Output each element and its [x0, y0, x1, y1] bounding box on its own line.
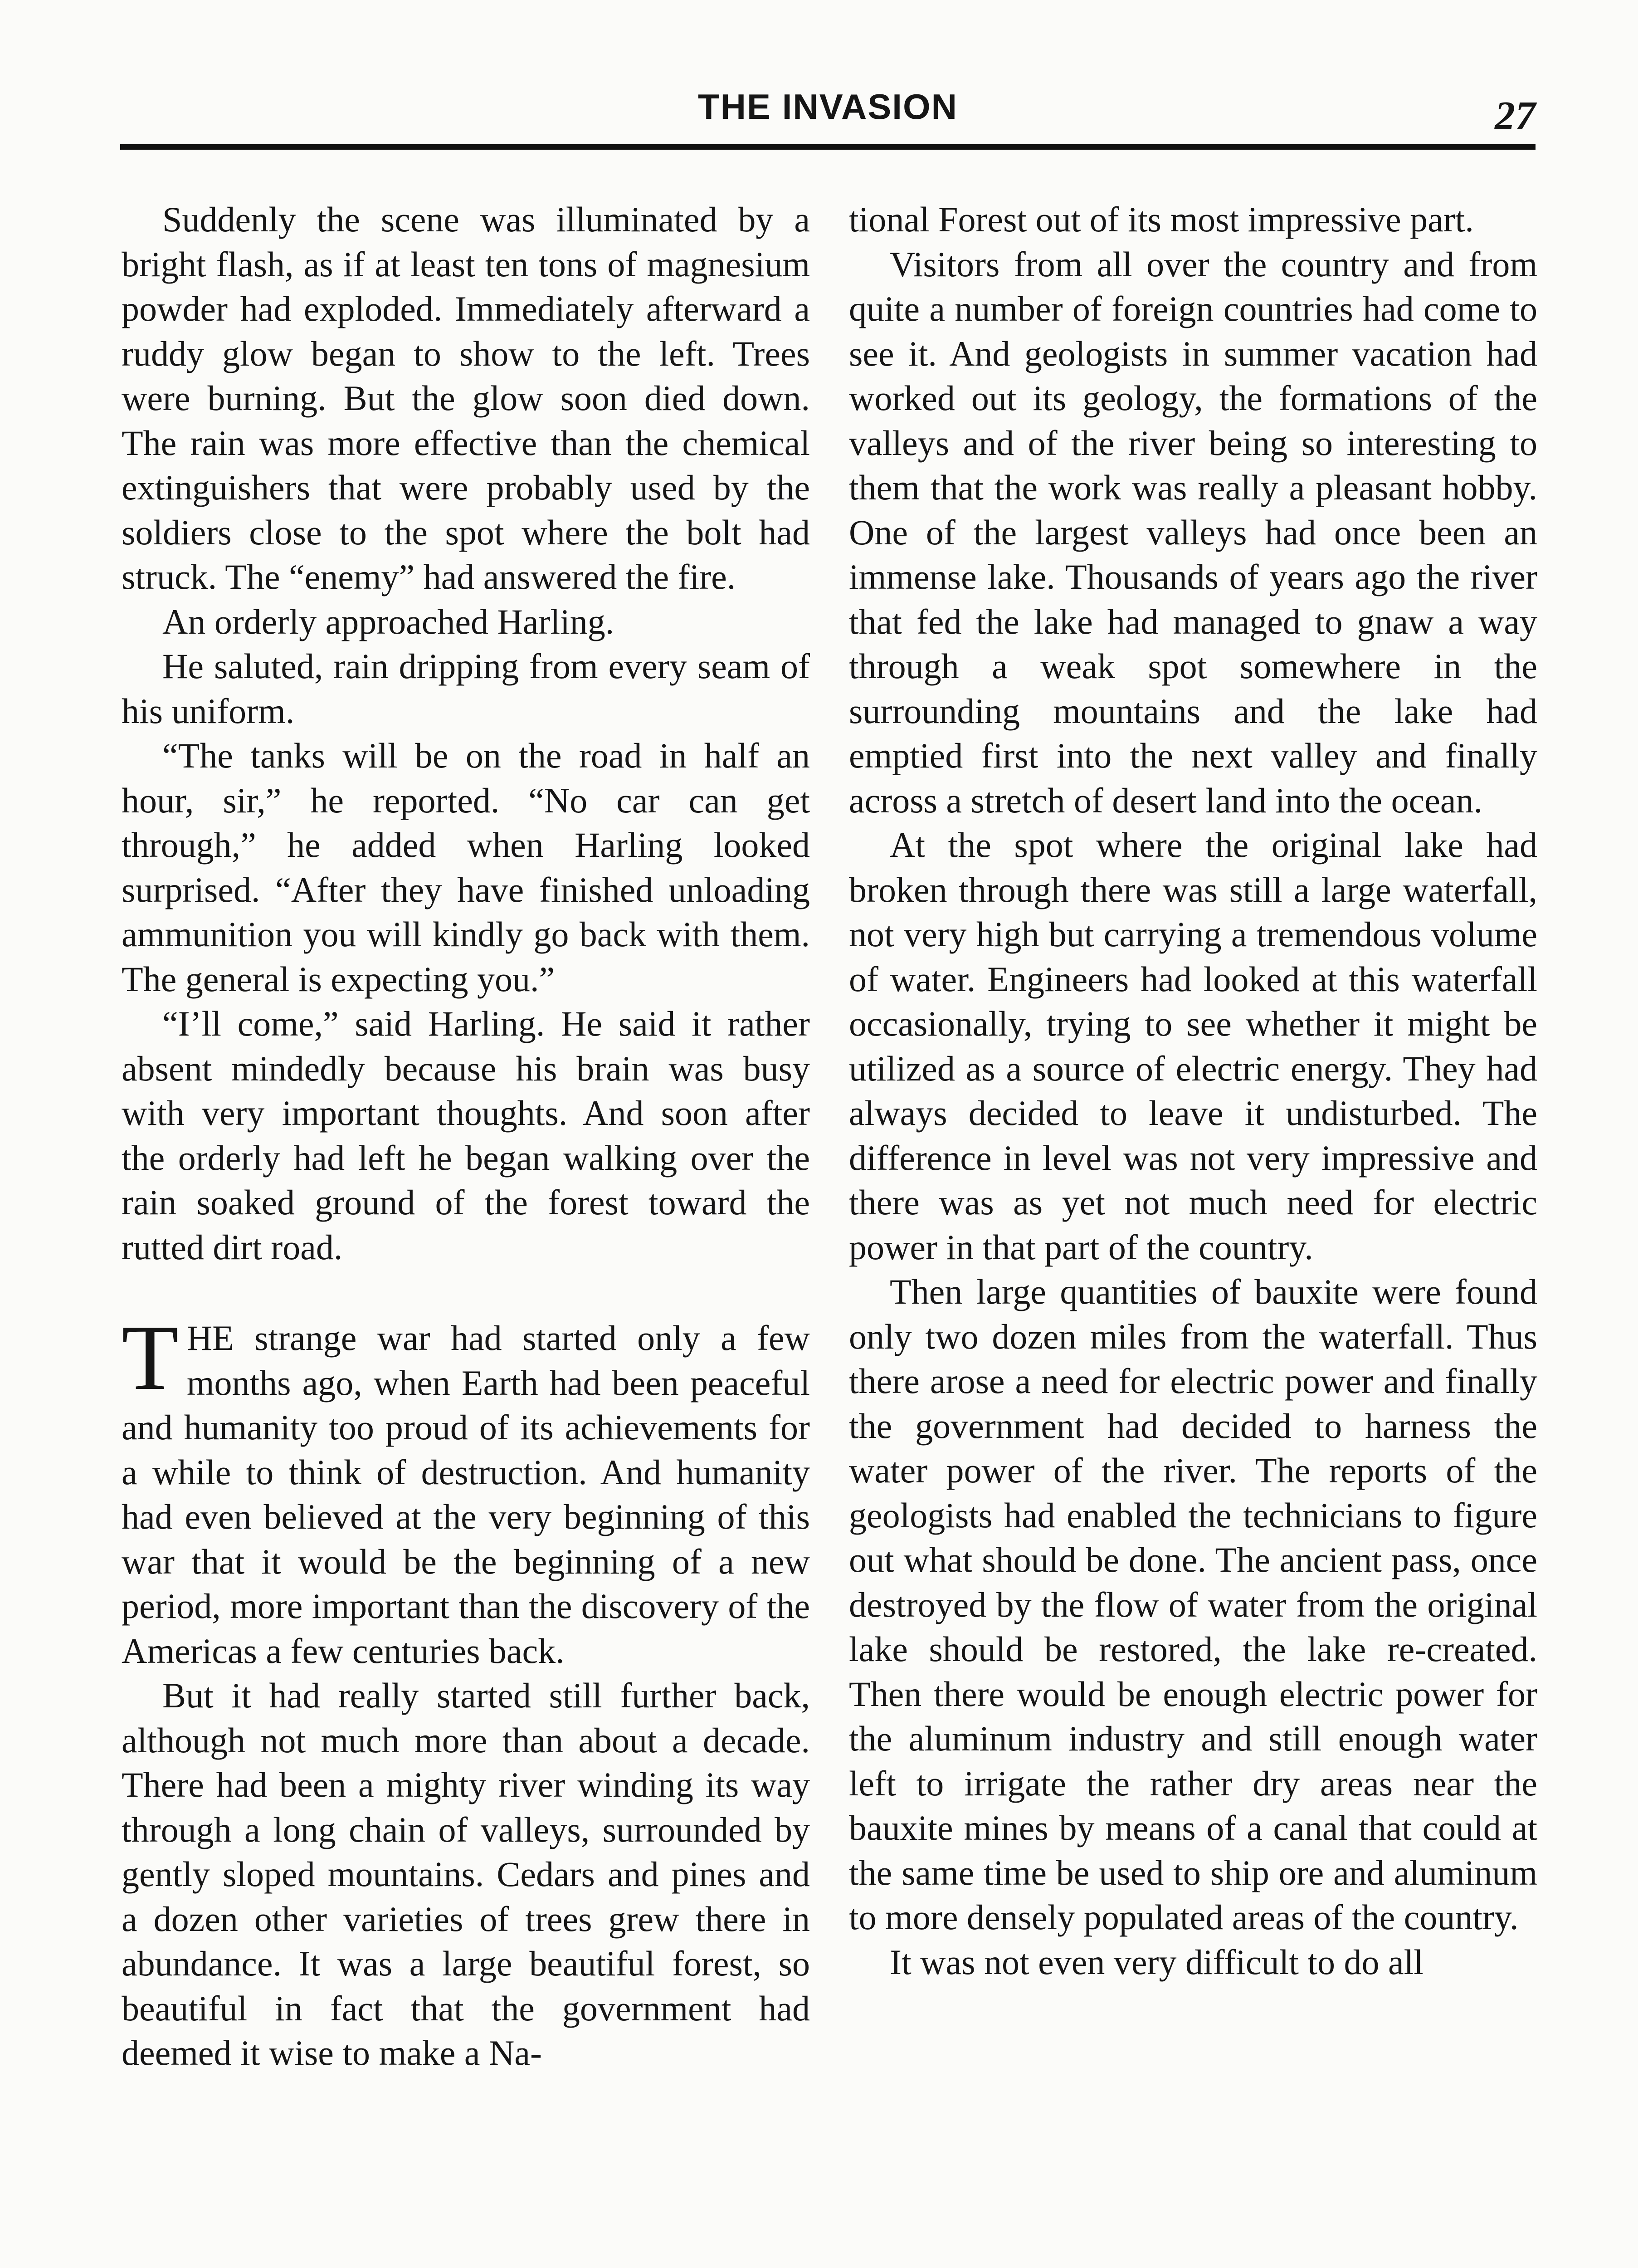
paragraph: An orderly approached Harling. — [162, 601, 614, 641]
header-rule — [120, 144, 1536, 150]
paragraph: Visitors from all over the country and from quite a number of foreign countries had come to see it. And geologists in summer vacation had worked out its geology, the formations of the valleys and of the river being so interesting to them that the work was really a pleasant hobby. One of the largest valleys had once been an immense lake. Thousands of years ago the river that fed the lake had managed to gnaw a way through a weak spot somewhere in the surrounding mountains and the lake had emptied first into the next valley and finally across a stretch of desert land into the ocean. — [849, 244, 1537, 820]
paragraph: At the spot where the original lake had broken through there was still a large waterfall, not very high but carrying a tremendous volume of water. Engineers had looked at this waterfall occasionally, trying to see whether it might be utilized as a source of electric energy. They had always decided to leave it undisturbed. The difference in level was not very impressive and there was as yet not much need for electric power in that part of the country. — [849, 825, 1537, 1267]
paragraph: “The tanks will be on the road in half an hour, sir,” he reported. “No car can get through,” he added when Harling looked surprised. “After they have finished unloading ammunition you will kindly go back with them. The general is expecting you.” — [122, 736, 810, 999]
continued-paragraph: tional Forest out of its most impressive part. — [849, 200, 1474, 239]
running-header — [120, 77, 1536, 136]
chapter-title: THE INVASION — [698, 87, 958, 127]
page-number: 27 — [1495, 93, 1536, 138]
left-column — [122, 197, 810, 2268]
paragraph: Then large quantities of bauxite were found only two dozen miles from the waterfall. Thus there arose a need for electric power and finally the government had decided to harness the water power of the river. The reports of the geologists had enabled the technicians to figure out what should be done. The ancient pass, once destroyed by the flow of water from the original lake should be restored, the lake re-created. Then there would be enough electric power for the aluminum industry and still enough water left to irrigate the rather dry areas near the bauxite mines by means of a canal that could at the same time be used to ship ore and aluminum to more densely populated areas of the country. — [849, 1272, 1537, 1937]
drop-cap: T — [122, 1305, 179, 1409]
section-opening-paragraph — [122, 1305, 810, 1673]
paragraph: He saluted, rain dripping from every seam of his uniform. — [122, 646, 810, 731]
section-opening-text: HE strange war had started only a few months ago, when Earth had been peaceful and humanity too proud of its achievements for a while to think of destruction. And humanity had even believed at the very beginning of this war that it would be the beginning of a new period, more important than the discovery of the Americas a few centuries back. — [122, 1318, 810, 1671]
paragraph: It was not even very difficult to do all — [890, 1942, 1424, 1982]
paragraph: Suddenly the scene was illuminated by a bright flash, as if at least ten tons of magnesium powder had exploded. Immediately afterward a ruddy glow began to show to the left. Trees were burning. But the glow soon died down. The rain was more effective than the chemical extinguishers that were probably used by the soldiers close to the spot where the bolt had struck. The “enemy” had answered the fire. — [122, 200, 810, 596]
right-column — [849, 197, 1537, 2268]
paragraph: “I’ll come,” said Harling. He said it rather absent mindedly because his brain was busy with very important thoughts. And soon after the orderly had left he began walking over the rain soaked ground of the forest toward the rutted dirt road. — [122, 1004, 810, 1267]
paragraph: But it had really started still further back, although not much more than about a decade. There had been a mighty river winding its way through a long chain of valleys, surrounded by gently sloped mountains. Cedars and pines and a dozen other varieties of trees grew there in abundance. It was a large beautiful forest, so beautiful in fact that the government had deemed it wise to make a Na- — [122, 1676, 810, 2072]
